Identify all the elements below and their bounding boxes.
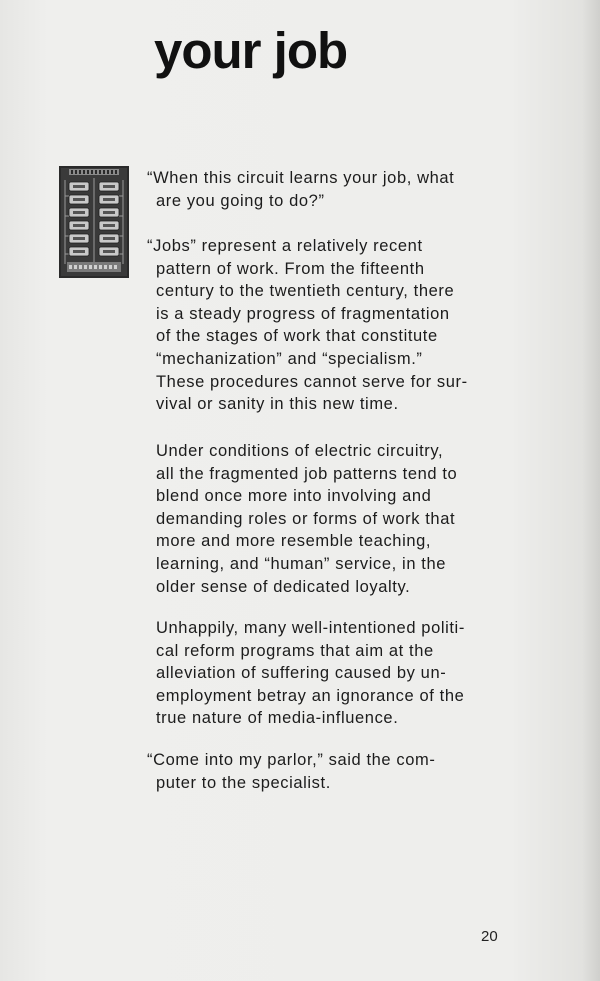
- text-line: “Come into my parlor,” said the com-: [147, 751, 436, 769]
- text-line: “When this circuit learns your job, what: [147, 169, 455, 187]
- text-line: more and more resemble teaching,: [156, 532, 432, 551]
- text-line: are you going to do?”: [156, 191, 325, 210]
- text-line: employment betray an ignorance of the: [156, 686, 465, 705]
- text-line: pattern of work. From the fifteenth: [156, 259, 425, 278]
- page-title: your job: [154, 22, 348, 79]
- page-number: 20: [481, 928, 498, 945]
- text-line: of the stages of work that constitute: [156, 327, 438, 346]
- text-line: all the fragmented job patterns tend to: [156, 464, 458, 483]
- circuit-board-icon: [59, 166, 129, 278]
- text-line: These procedures cannot serve for sur-: [156, 372, 468, 391]
- paragraph-reform-programs: [156, 617, 516, 730]
- text-line: alleviation of suffering caused by un-: [156, 664, 447, 683]
- text-line: vival or sanity in this new time.: [156, 395, 399, 414]
- text-line: “mechanization” and “specialism.”: [156, 349, 423, 368]
- text-line: puter to the specialist.: [156, 773, 331, 792]
- paragraph-jobs: [147, 235, 516, 416]
- text-line: century to the twentieth century, there: [156, 282, 455, 301]
- text-line: true nature of media-influence.: [156, 709, 399, 728]
- text-line: Under conditions of electric circuitry,: [156, 442, 444, 460]
- text-line: demanding roles or forms of work that: [156, 509, 456, 528]
- text-line: older sense of dedicated loyalty.: [156, 577, 411, 596]
- text-line: Unhappily, many well-intentioned politi-: [156, 619, 465, 637]
- text-line: blend once more into involving and: [156, 487, 432, 506]
- paragraph-parlor-quote: [147, 749, 516, 794]
- text-line: is a steady progress of fragmentation: [156, 304, 450, 323]
- text-line: learning, and “human” service, in the: [156, 554, 447, 573]
- text-line: cal reform programs that aim at the: [156, 641, 434, 660]
- paragraph-electric-circuitry: [156, 440, 516, 598]
- paragraph-circuit-question: [147, 167, 516, 212]
- text-line: “Jobs” represent a relatively recent: [147, 237, 423, 255]
